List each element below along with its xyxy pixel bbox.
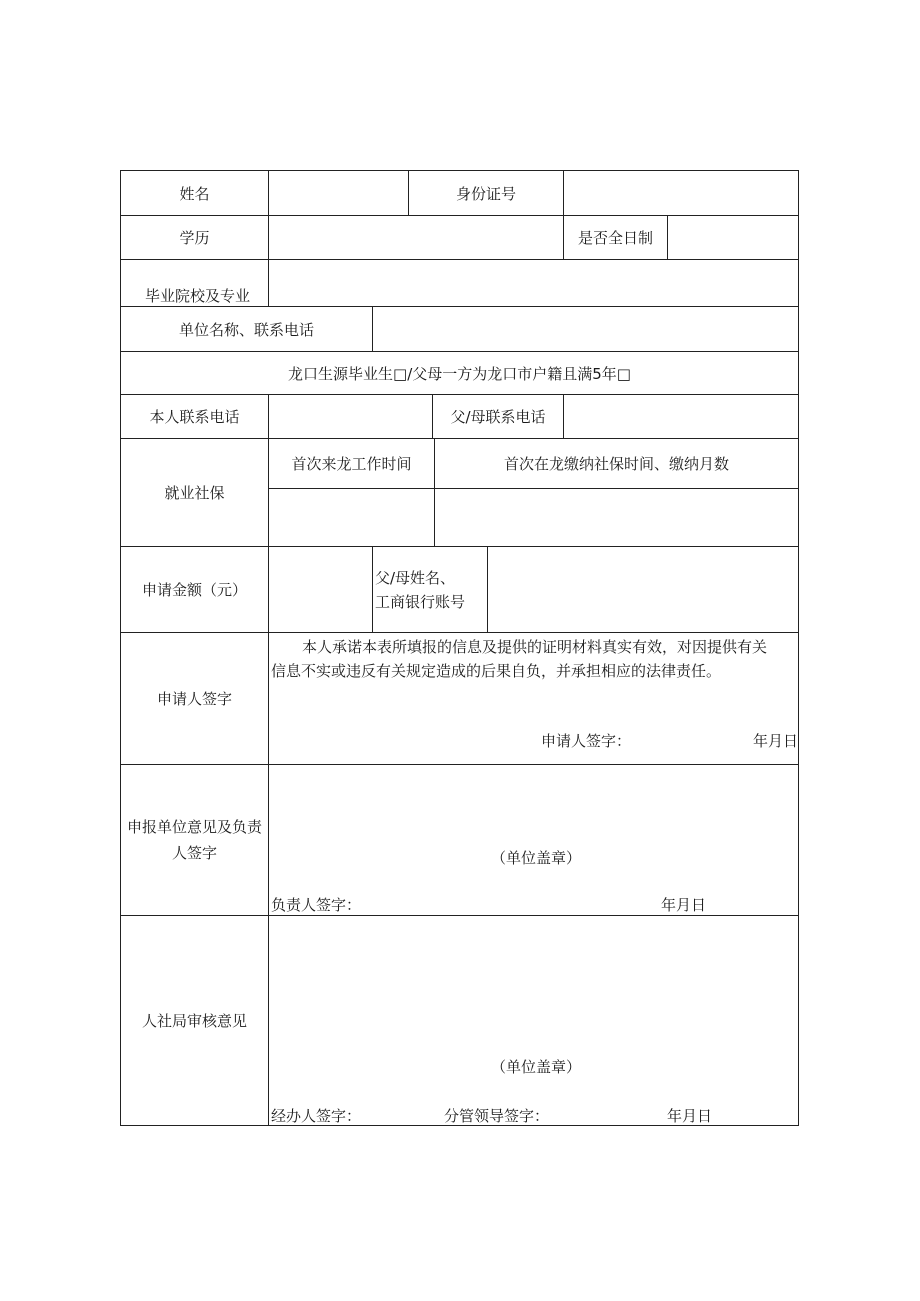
amount-field[interactable] xyxy=(268,546,373,633)
education-field[interactable] xyxy=(268,215,564,260)
pledge-cell xyxy=(268,632,799,765)
pledge-text-line2: 信息不实或违反有关规定造成的后果自负，并承担相应的法律责任。 xyxy=(271,662,722,680)
unit-opinion-cell[interactable] xyxy=(268,764,799,916)
first-work-field[interactable] xyxy=(268,488,435,547)
unit-opinion-label-line2: 人签字 xyxy=(171,844,217,862)
unit-opinion-label-line1: 申报单位意见及负责 xyxy=(126,818,262,836)
hrss-label: 人社局审核意见 xyxy=(141,1012,247,1030)
hrss-label-cell xyxy=(120,915,269,1126)
applicant-sign-field[interactable]: 申请人签字： xyxy=(541,732,632,750)
first-insurance-label-cell xyxy=(434,438,799,489)
applicant-date[interactable]: 年月日 xyxy=(753,732,799,750)
supervisor-sign-field[interactable]: 分管领导签字： xyxy=(444,1107,550,1125)
source-options: 龙口生源毕业生□/父母一方为龙口市户籍且满5年□ xyxy=(288,364,631,383)
first-work-label: 首次来龙工作时间 xyxy=(291,455,412,473)
school-label: 毕业院校及专业 xyxy=(145,287,251,305)
unit-opinion-label-cell xyxy=(120,764,269,916)
employer-label: 单位名称、联系电话 xyxy=(178,320,314,339)
leader-sign-field[interactable]: 负责人签字： xyxy=(271,896,362,914)
school-field[interactable] xyxy=(268,259,799,307)
school-label-cell xyxy=(120,259,269,307)
parent-name-label: 父/母姓名、 xyxy=(375,569,456,587)
handler-sign-field[interactable]: 经办人签字： xyxy=(271,1107,362,1125)
bank-account-label: 工商银行账号 xyxy=(375,593,466,611)
name-label: 姓名 xyxy=(179,184,210,203)
self-phone-label-cell xyxy=(120,394,269,439)
name-label-cell xyxy=(120,170,269,216)
pledge-text-line1: 本人承诺本表所填报的信息及提供的证明材料真实有效，对因提供有关 xyxy=(302,638,768,656)
leader-sign-date[interactable]: 年月日 xyxy=(661,896,707,914)
first-insurance-label: 首次在龙缴纳社保时间、缴纳月数 xyxy=(503,455,729,473)
applicant-sign-label: 申请人签字 xyxy=(156,690,232,708)
fulltime-label-cell xyxy=(563,215,668,260)
amount-label: 申请金额（元） xyxy=(141,581,247,599)
parent-bank-label-cell xyxy=(372,546,488,633)
fulltime-label: 是否全日制 xyxy=(577,229,653,247)
employer-field[interactable] xyxy=(372,306,799,352)
id-number-field[interactable] xyxy=(563,170,799,216)
social-label: 就业社保 xyxy=(164,484,225,502)
fulltime-field[interactable] xyxy=(667,215,799,260)
unit-seal-placeholder: （单位盖章） xyxy=(491,849,582,867)
self-phone-field[interactable] xyxy=(268,394,433,439)
parent-bank-field[interactable] xyxy=(487,546,799,633)
parent-phone-label-cell xyxy=(432,394,564,439)
self-phone-label: 本人联系电话 xyxy=(149,408,240,426)
applicant-sign-label-cell xyxy=(120,632,269,765)
first-work-label-cell xyxy=(268,438,435,489)
parent-phone-field[interactable] xyxy=(563,394,799,439)
id-number-label: 身份证号 xyxy=(455,184,516,203)
hrss-seal-placeholder: （单位盖章） xyxy=(491,1058,582,1076)
first-insurance-field[interactable] xyxy=(434,488,799,547)
amount-label-cell xyxy=(120,546,269,633)
employer-label-cell xyxy=(120,306,373,352)
id-number-label-cell xyxy=(408,170,564,216)
social-label-cell xyxy=(120,438,269,547)
name-field[interactable] xyxy=(268,170,409,216)
hrss-date[interactable]: 年月日 xyxy=(667,1107,713,1125)
education-label-cell xyxy=(120,215,269,260)
source-row[interactable] xyxy=(120,351,799,395)
hrss-opinion-cell[interactable] xyxy=(268,915,799,1126)
parent-phone-label: 父/母联系电话 xyxy=(450,408,546,426)
education-label: 学历 xyxy=(179,229,210,247)
